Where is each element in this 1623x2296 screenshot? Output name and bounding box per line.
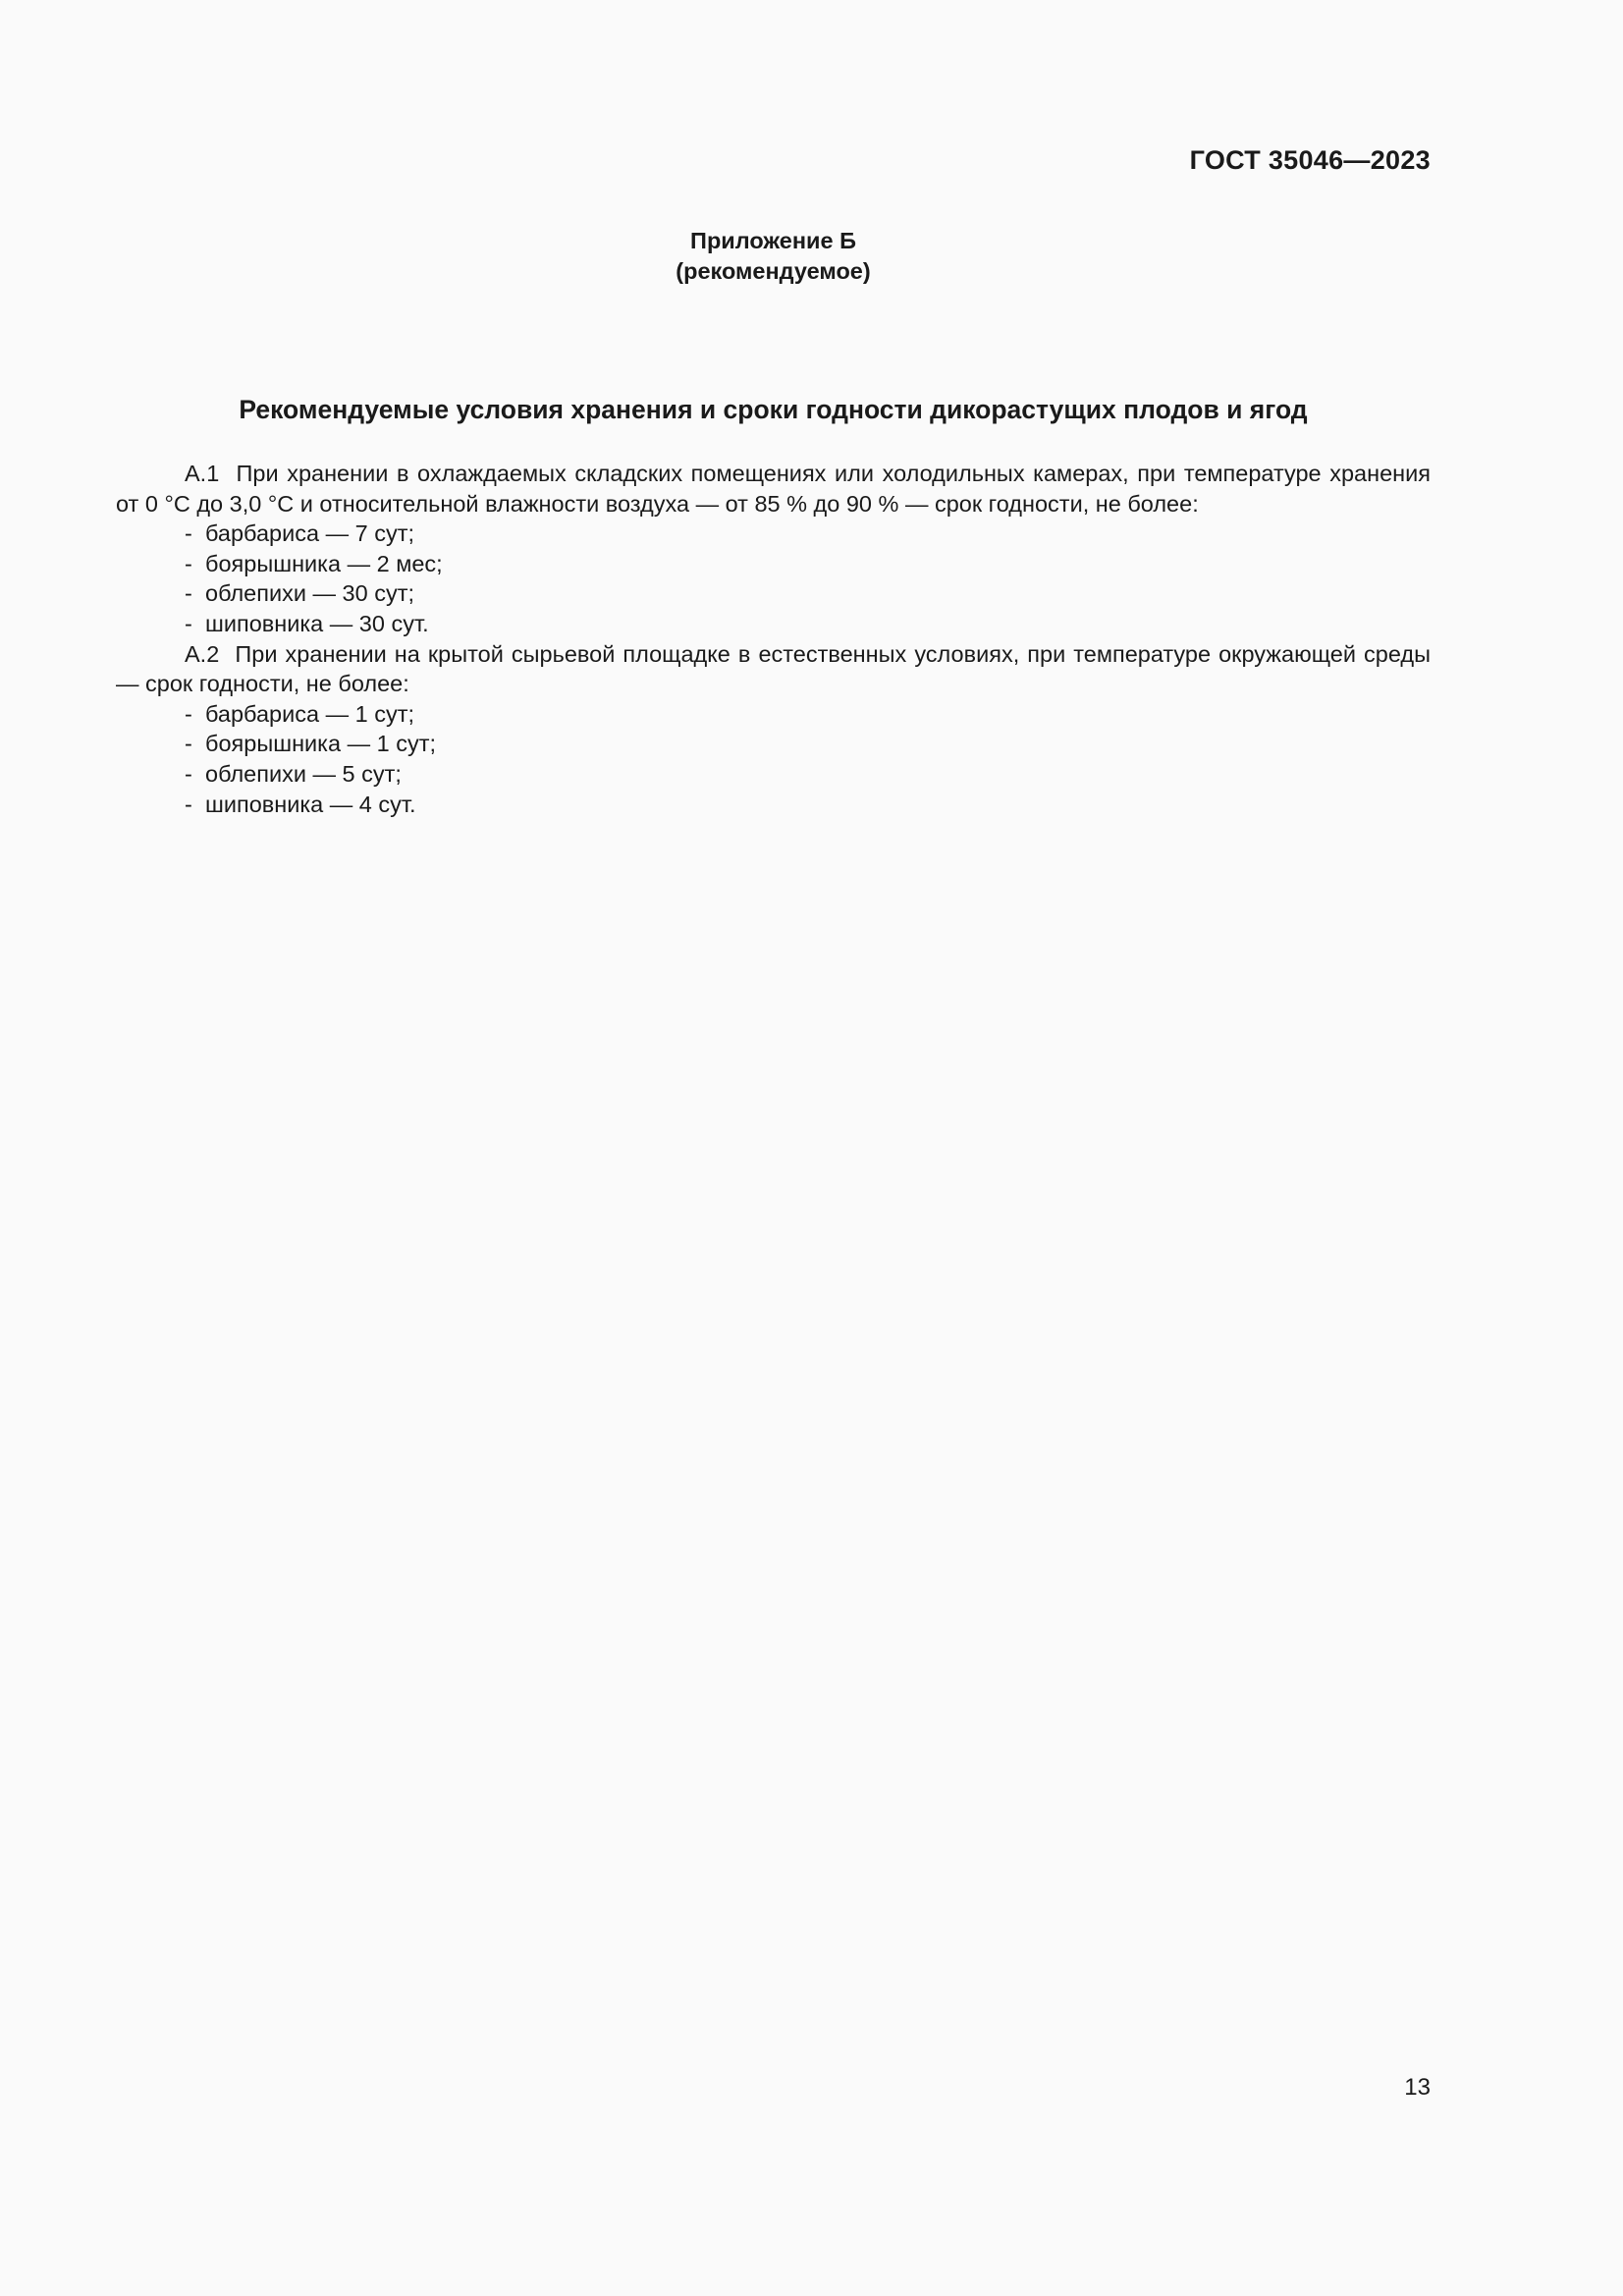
list-marker: - bbox=[185, 731, 192, 757]
page-number: 13 bbox=[1404, 2074, 1431, 2101]
list-marker: - bbox=[185, 791, 192, 817]
list-marker: - bbox=[185, 550, 192, 576]
list-item-text: барбариса — 1 сут; bbox=[205, 700, 415, 727]
appendix-heading bbox=[0, 226, 1546, 287]
clause-number: А.2 bbox=[185, 640, 220, 667]
list-item bbox=[116, 519, 1431, 549]
list-item-text: боярышника — 1 сут; bbox=[205, 731, 436, 757]
document-body bbox=[116, 459, 1431, 819]
list-item-text: шиповника — 4 сут. bbox=[205, 791, 416, 817]
appendix-title: Приложение Б bbox=[690, 228, 856, 253]
list-item bbox=[116, 729, 1431, 759]
clause-text: При хранении на крытой сырьевой площадке в естественных условиях, при температуре окружающей среды — срок годности, не более: bbox=[116, 640, 1432, 697]
list-item-text: боярышника — 2 мес; bbox=[205, 550, 443, 576]
list-item bbox=[116, 578, 1431, 609]
list-marker: - bbox=[185, 700, 192, 727]
section-title: Рекомендуемые условия хранения и сроки годности дикорастущих плодов и ягод bbox=[239, 395, 1308, 424]
list-item bbox=[116, 790, 1431, 820]
list-item bbox=[116, 549, 1431, 579]
storage-list bbox=[116, 519, 1431, 638]
list-item bbox=[116, 609, 1431, 639]
list-item-text: барбариса — 7 сут; bbox=[205, 520, 415, 547]
list-item bbox=[116, 699, 1431, 730]
list-marker: - bbox=[185, 610, 192, 636]
document-code: ГОСТ 35046—2023 bbox=[1189, 145, 1431, 175]
clause-number: А.1 bbox=[185, 461, 220, 486]
list-marker: - bbox=[185, 580, 192, 607]
list-item-text: облепихи — 30 сут; bbox=[205, 580, 415, 607]
appendix-subtitle: (рекомендуемое) bbox=[676, 258, 871, 284]
list-item-text: облепихи — 5 сут; bbox=[205, 760, 402, 787]
clause-text: При хранении в охлаждаемых складских помещениях или холодильных камерах, при температуре хранения от 0 °С до 3,0 °С и относительной влажности воздуха — от 85 % до 90 % — срок годности, не более: bbox=[116, 461, 1431, 517]
storage-list bbox=[116, 699, 1431, 819]
list-item bbox=[116, 759, 1431, 790]
list-marker: - bbox=[185, 520, 192, 547]
clause-paragraph bbox=[116, 639, 1431, 699]
list-marker: - bbox=[185, 760, 192, 787]
clause-paragraph bbox=[116, 459, 1431, 519]
list-item-text: шиповника — 30 сут. bbox=[205, 610, 429, 636]
